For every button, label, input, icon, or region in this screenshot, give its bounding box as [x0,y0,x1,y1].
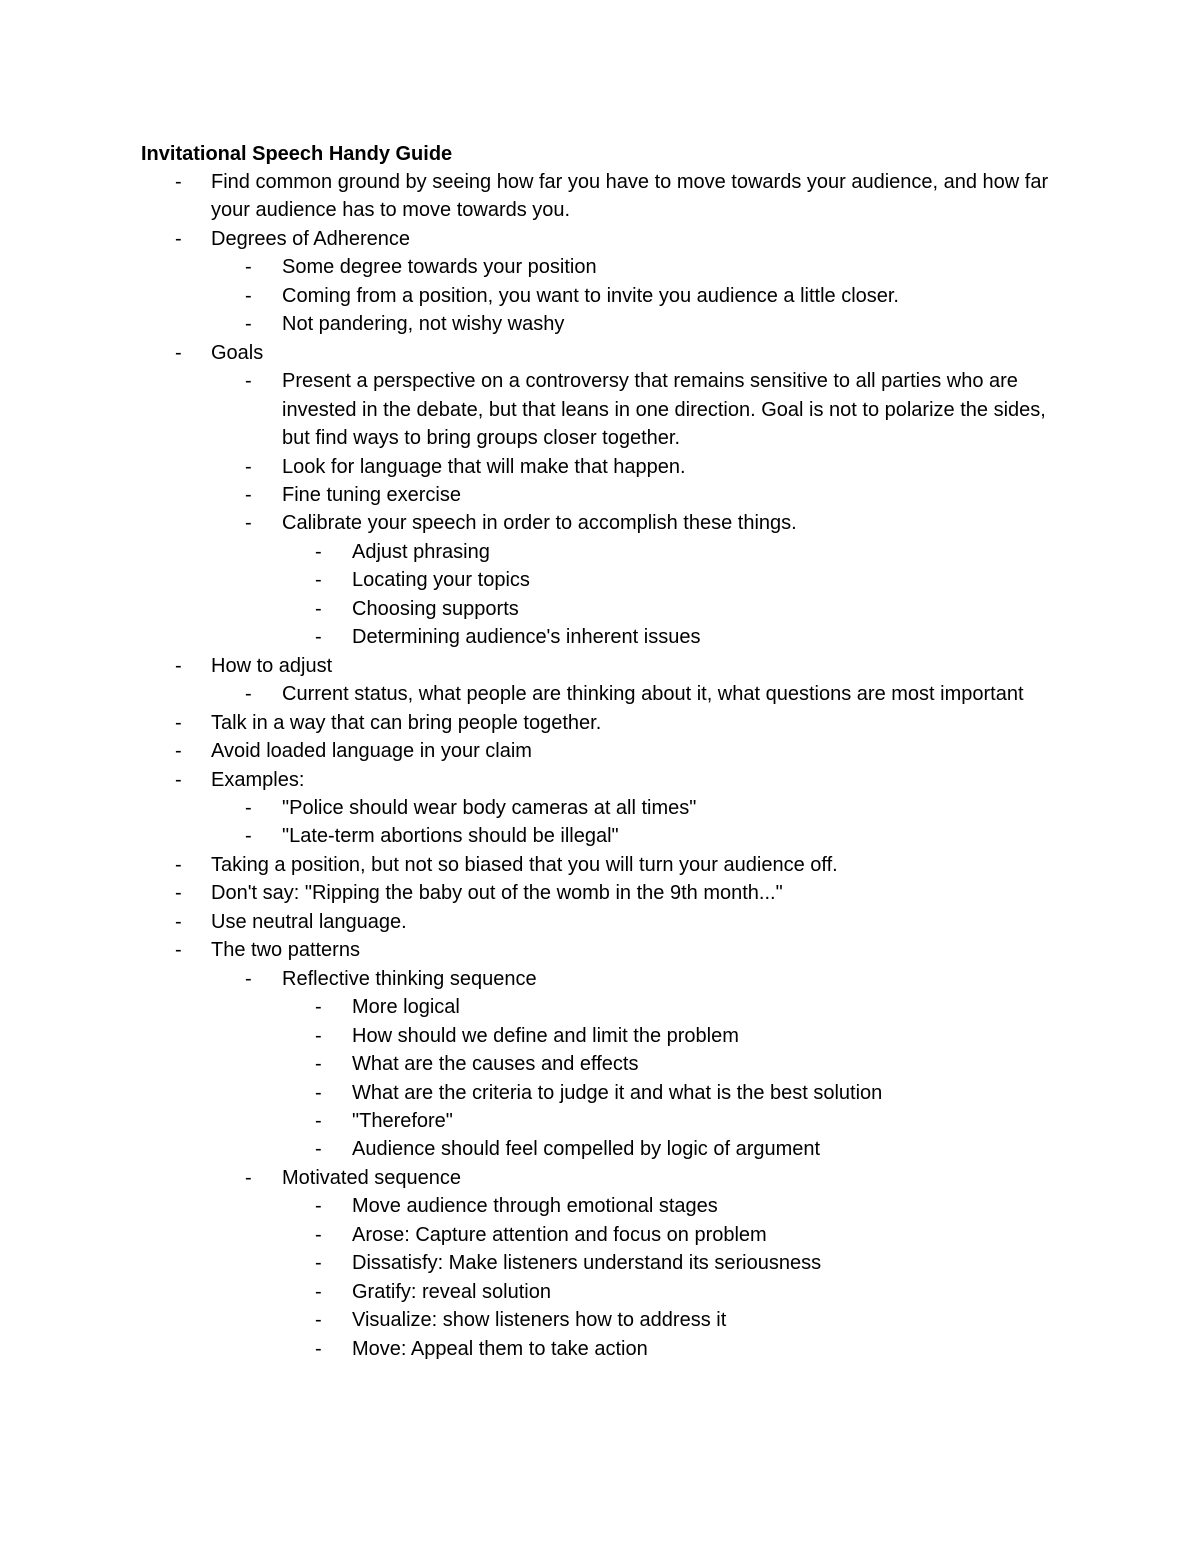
outline-item-text: Locating your topics [352,569,530,592]
outline-item-text: Gratify: reveal solution [352,1280,551,1303]
outline-item-level-3 [0,623,1200,651]
outline-item-text: Motivated sequence [282,1166,462,1189]
outline-item-level-1 [0,851,1200,879]
bullet-dash: - [315,1252,322,1275]
outline-item-level-2 [0,680,1200,708]
outline-item-text: Fine tuning exercise [282,483,461,506]
document-title: Invitational Speech Handy Guide [141,143,453,165]
outline-item-level-3 [0,1107,1200,1135]
outline-item-level-1 [0,225,1200,253]
bullet-dash: - [175,740,182,763]
outline-item-level-2 [0,253,1200,281]
outline-item-text: Move: Appeal them to take action [352,1337,648,1360]
bullet-dash: - [315,1024,322,1047]
outline-item-level-1 [0,168,1200,225]
bullet-dash: - [245,967,252,990]
outline-item-level-1 [0,936,1200,964]
outline-item-text: Goals [211,341,264,364]
outline-item-level-1 [0,709,1200,737]
outline-item-level-3 [0,595,1200,623]
outline-item-level-2 [0,1164,1200,1192]
bullet-dash: - [315,996,322,1019]
outline-item-level-2 [0,822,1200,850]
outline-item-text: Taking a position, but not so biased that you will turn your audience off. [211,853,838,876]
outline-item-level-3 [0,1050,1200,1078]
bullet-dash: - [175,341,182,364]
outline-item-text: What are the criteria to judge it and what is the best solution [352,1081,883,1104]
bullet-dash: - [245,796,252,819]
outline-item-text: Talk in a way that can bring people together. [211,711,602,734]
bullet-dash: - [315,569,322,592]
outline-item-text: What are the causes and effects [352,1053,639,1076]
bullet-dash: - [245,370,252,393]
outline-item-level-3 [0,1192,1200,1220]
bullet-dash: - [245,284,252,307]
bullet-dash: - [315,1109,322,1132]
outline-item-level-1 [0,766,1200,794]
outline-item-text: Dissatisfy: Make listeners understand its seriousness [352,1252,822,1275]
outline-item-text: Determining audience's inherent issues [352,626,701,649]
bullet-dash: - [315,540,322,563]
outline-item-level-3 [0,1306,1200,1334]
outline-item-text: Current status, what people are thinking about it, what questions are most important [282,683,1024,706]
outline-item-level-2 [0,453,1200,481]
bullet-dash: - [315,1280,322,1303]
bullet-dash: - [245,825,252,848]
outline-item-level-2 [0,367,1200,452]
outline-item-level-1 [0,737,1200,765]
outline-item-level-2 [0,965,1200,993]
bullet-dash: - [245,512,252,535]
bullet-dash: - [315,1138,322,1161]
outline-item-text: Look for language that will make that happen. [282,455,686,478]
bullet-dash: - [315,597,322,620]
outline-item-text: Move audience through emotional stages [352,1195,718,1218]
bullet-dash: - [315,1195,322,1218]
bullet-dash: - [175,171,182,193]
outline-item-text: Audience should feel compelled by logic of argument [352,1138,821,1161]
outline-item-text: Arose: Capture attention and focus on problem [352,1223,767,1246]
bullet-dash: - [315,1081,322,1104]
outline-item-level-2 [0,794,1200,822]
outline-item-text: Avoid loaded language in your claim [211,740,532,763]
outline-item-text: The two patterns [211,939,360,962]
outline-item-level-2 [0,282,1200,310]
outline-item-level-3 [0,1278,1200,1306]
bullet-dash: - [315,1053,322,1076]
outline-item-text: Find common ground by seeing how far you have to move towards your audience, and how far your audience has to move towards you. [211,171,1049,222]
bullet-dash: - [315,1337,322,1360]
outline-item-text: Don't say: "Ripping the baby out of the womb in the 9th month..." [211,882,783,905]
outline-item-text: How to adjust [211,654,333,677]
bullet-dash: - [175,910,182,933]
outline-item-level-3 [0,993,1200,1021]
outline-item-level-3 [0,1135,1200,1163]
outline-item-level-3 [0,1221,1200,1249]
bullet-dash: - [175,711,182,734]
outline-item-text: Choosing supports [352,597,519,620]
bullet-dash: - [315,1309,322,1332]
outline-item-text: Coming from a position, you want to invite you audience a little closer. [282,284,899,307]
outline-item-text: Adjust phrasing [352,540,490,563]
outline-item-text: More logical [352,996,460,1019]
outline-item-level-3 [0,1079,1200,1107]
outline-list [0,168,1200,1363]
outline-item-text: Examples: [211,768,305,791]
outline-item-level-2 [0,481,1200,509]
outline-item-text: Calibrate your speech in order to accomplish these things. [282,512,797,535]
outline-item-level-1 [0,339,1200,367]
bullet-dash: - [175,853,182,876]
outline-item-level-3 [0,566,1200,594]
outline-item-text: Degrees of Adherence [211,227,411,250]
outline-item-text: "Late-term abortions should be illegal" [282,825,619,848]
bullet-dash: - [315,1223,322,1246]
bullet-dash: - [245,256,252,279]
outline-item-text: Not pandering, not wishy washy [282,313,565,336]
bullet-dash: - [175,882,182,905]
outline-item-level-3 [0,538,1200,566]
outline-item-level-1 [0,908,1200,936]
outline-item-level-2 [0,509,1200,537]
bullet-dash: - [245,683,252,706]
bullet-dash: - [175,768,182,791]
outline-item-text: Some degree towards your position [282,256,597,279]
outline-item-level-3 [0,1249,1200,1277]
bullet-dash: - [315,626,322,649]
bullet-dash: - [245,313,252,336]
outline-item-level-1 [0,652,1200,680]
outline-item-text: "Therefore" [352,1109,453,1132]
bullet-dash: - [175,654,182,677]
outline-item-level-3 [0,1335,1200,1363]
outline-item-level-1 [0,879,1200,907]
bullet-dash: - [175,939,182,962]
outline-item-level-2 [0,310,1200,338]
bullet-dash: - [245,1166,252,1189]
outline-item-text: "Police should wear body cameras at all times" [282,796,697,819]
bullet-dash: - [175,227,182,250]
bullet-dash: - [245,483,252,506]
outline-item-text: How should we define and limit the problem [352,1024,739,1047]
bullet-dash: - [245,455,252,478]
outline-item-text: Use neutral language. [211,910,407,933]
outline-item-text: Present a perspective on a controversy that remains sensitive to all parties who are invested in the debate, but that leans in one direction. Goal is not to polarize the sides, but find ways to bring groups closer together. [282,370,1046,450]
outline-item-text: Visualize: show listeners how to address it [352,1309,727,1332]
outline-item-level-3 [0,1022,1200,1050]
outline-item-text: Reflective thinking sequence [282,967,537,990]
